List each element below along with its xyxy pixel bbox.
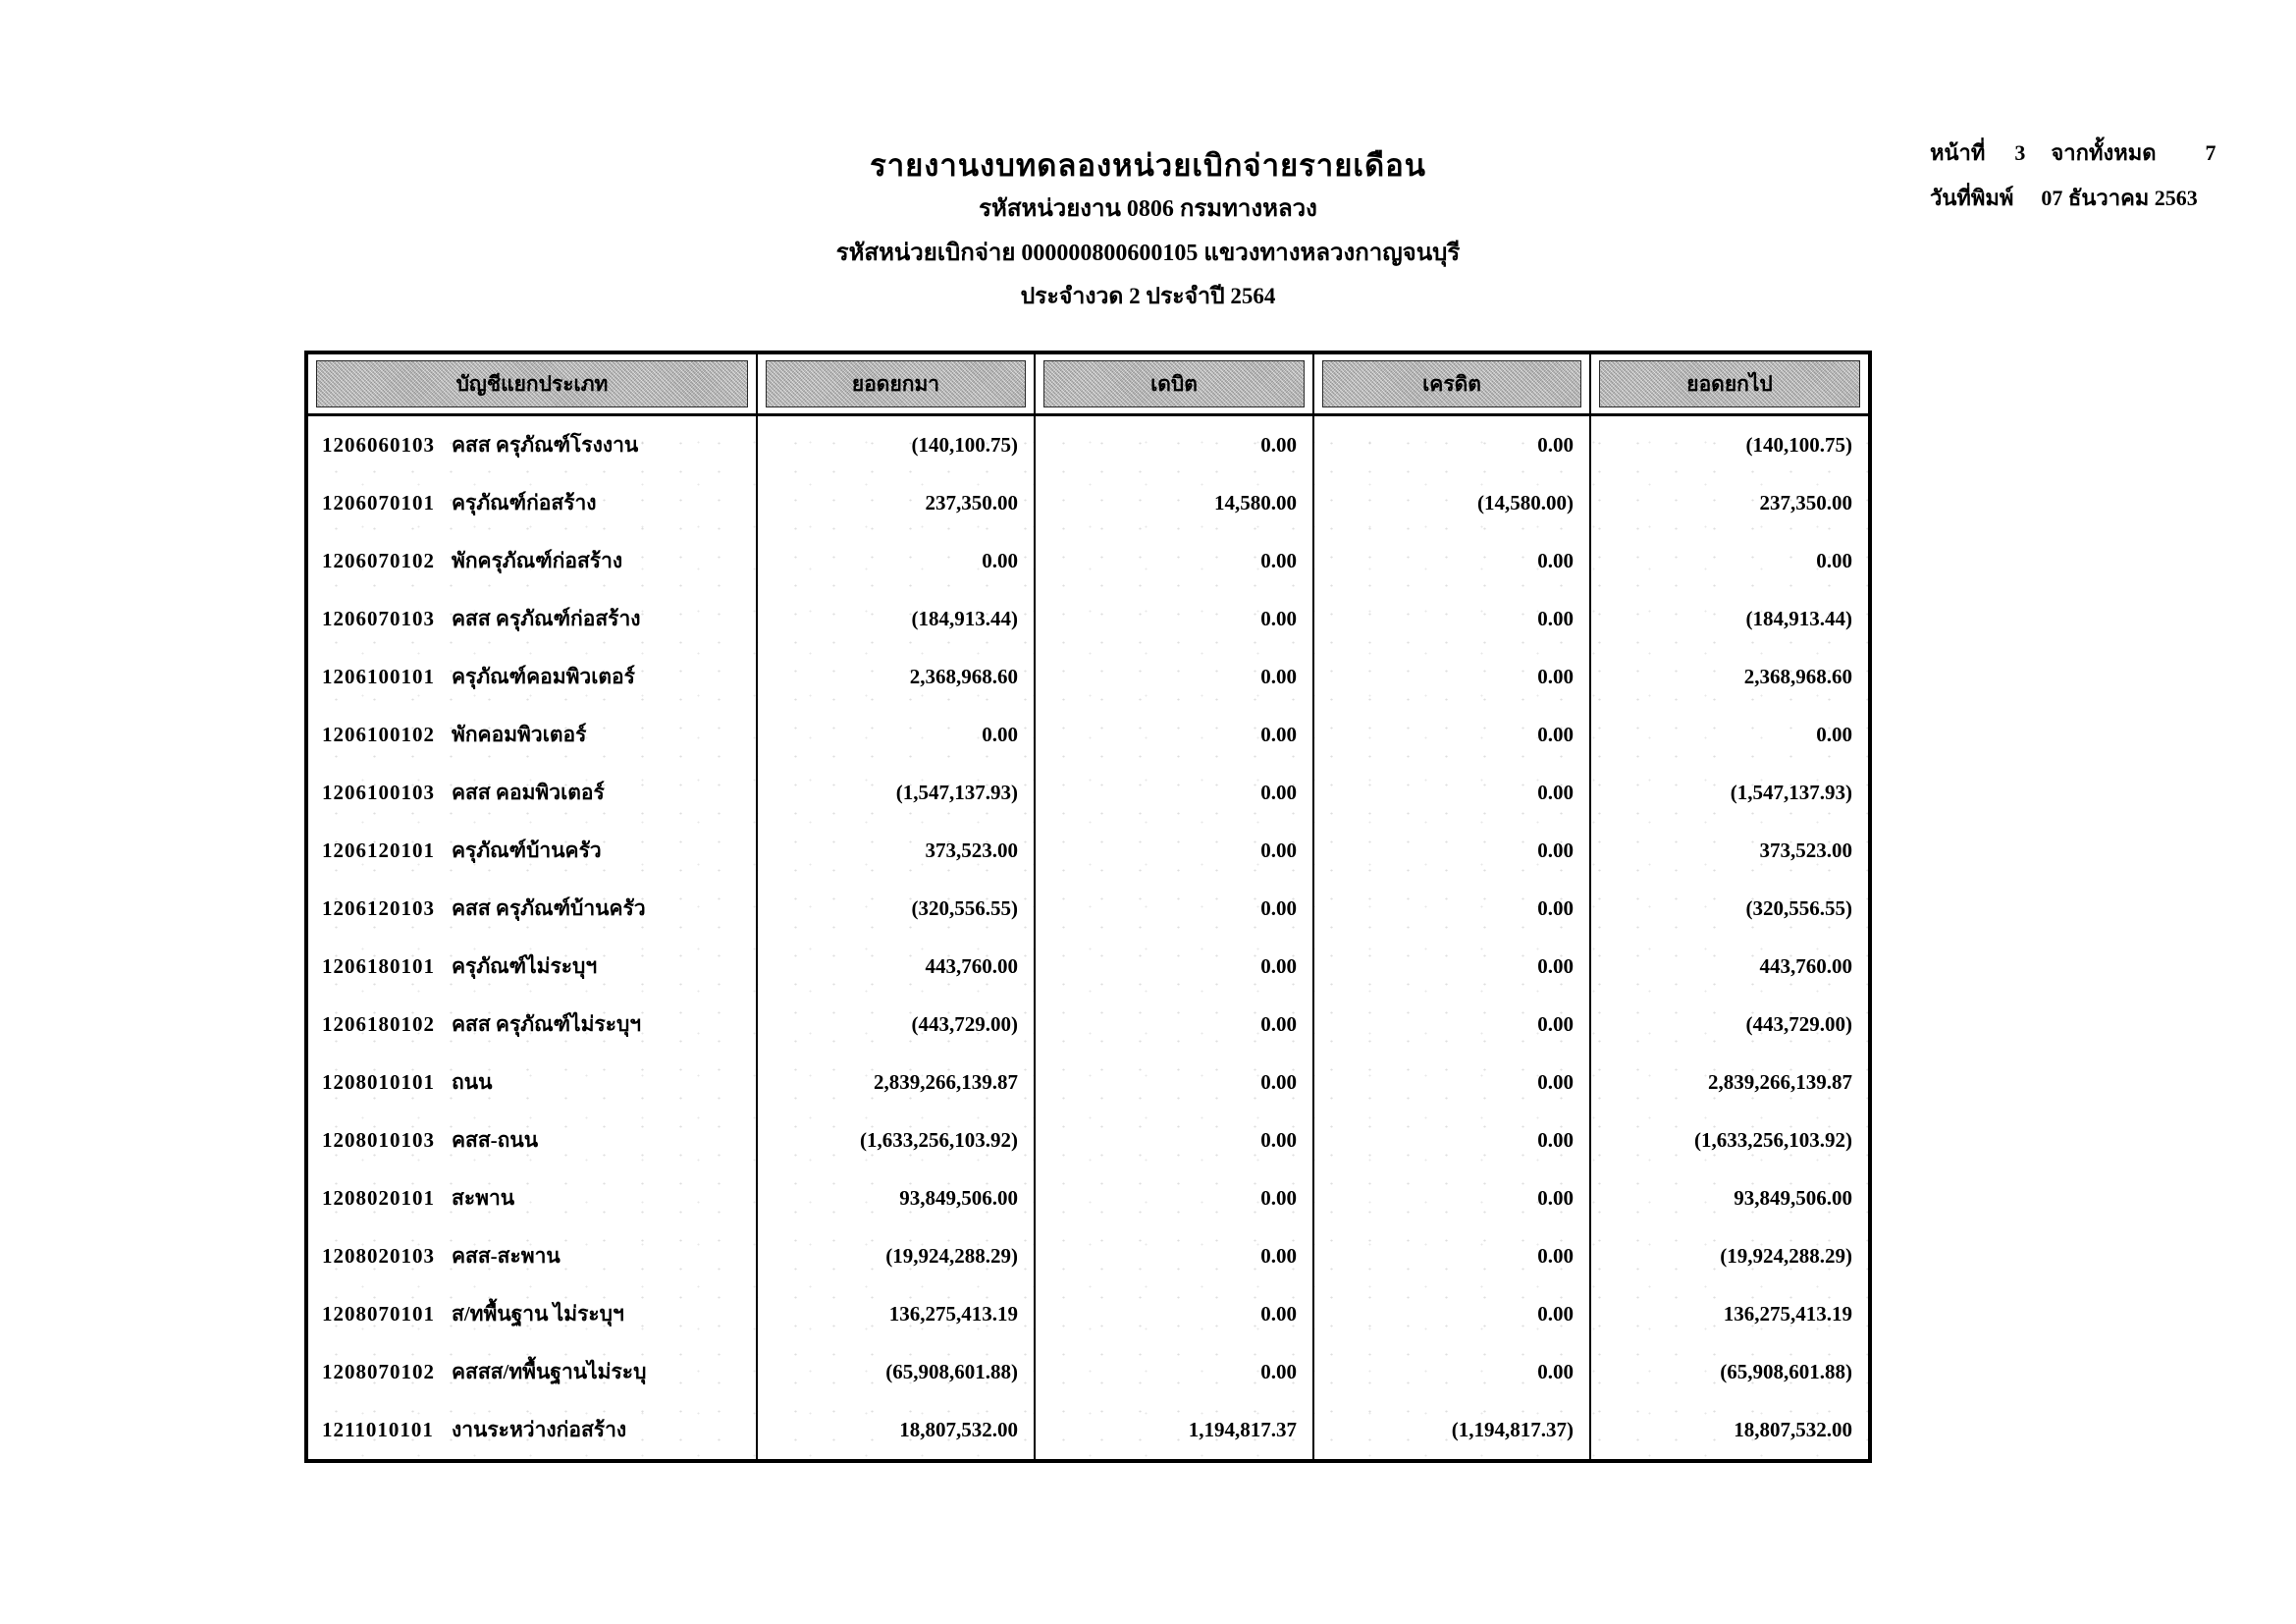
account-cell xyxy=(308,590,758,648)
debit-cell: 0.00 xyxy=(1036,880,1314,938)
account-name: ถนน xyxy=(452,1070,493,1094)
debit-cell: 0.00 xyxy=(1036,706,1314,764)
page-info-block xyxy=(1930,135,2216,226)
credit-cell: 0.00 xyxy=(1314,532,1591,590)
account-cell xyxy=(308,880,758,938)
account-name: คสส-สะพาน xyxy=(452,1244,561,1268)
total-pages-label: จากทั้งหมด xyxy=(2051,140,2157,165)
header-cell-account xyxy=(308,354,758,413)
account-code: 1211010101 xyxy=(322,1418,434,1441)
account-cell xyxy=(308,1401,758,1459)
debit-cell: 0.00 xyxy=(1036,938,1314,996)
account-name: งานระหว่างก่อสร้าง xyxy=(452,1418,627,1441)
table-header-row xyxy=(308,354,1868,416)
account-code: 1206180101 xyxy=(322,954,435,978)
opening-balance-cell: (19,924,288.29) xyxy=(758,1227,1036,1285)
account-code: 1206070102 xyxy=(322,549,435,572)
account-code: 1208020101 xyxy=(322,1186,435,1210)
account-code: 1206070103 xyxy=(322,607,435,630)
account-name: ส/ทพื้นฐาน ไม่ระบุฯ xyxy=(452,1302,624,1326)
closing-balance-cell: (443,729.00) xyxy=(1745,1012,1852,1036)
closing-balance-cell: (1,547,137.93) xyxy=(1730,781,1852,804)
account-code: 1206100102 xyxy=(322,723,435,746)
debit-cell: 0.00 xyxy=(1036,648,1314,706)
account-code: 1206070101 xyxy=(322,491,435,514)
opening-balance-cell: (184,913.44) xyxy=(758,590,1036,648)
credit-cell: 0.00 xyxy=(1314,938,1591,996)
table-body xyxy=(308,416,1868,1459)
account-cell xyxy=(308,1054,758,1111)
opening-balance-cell: 2,368,968.60 xyxy=(758,648,1036,706)
header-cell-closing-balance xyxy=(1591,354,1868,413)
account-name: พักคอมพิวเตอร์ xyxy=(452,723,587,746)
debit-cell: 0.00 xyxy=(1036,532,1314,590)
account-name: พักครุภัณฑ์ก่อสร้าง xyxy=(452,549,623,572)
opening-balance-cell: 93,849,506.00 xyxy=(758,1169,1036,1227)
credit-cell: 0.00 xyxy=(1314,590,1591,648)
header-cell-opening-balance xyxy=(758,354,1036,413)
page-number: 3 xyxy=(2014,140,2026,165)
closing-balance-cell: 237,350.00 xyxy=(1759,491,1852,514)
account-cell xyxy=(308,764,758,822)
credit-cell: (1,194,817.37) xyxy=(1314,1401,1591,1459)
debit-cell: 0.00 xyxy=(1036,996,1314,1054)
account-cell xyxy=(308,938,758,996)
header-label-credit: เครดิต xyxy=(1322,360,1581,407)
account-code: 1208020103 xyxy=(322,1244,435,1268)
opening-balance-cell: 136,275,413.19 xyxy=(758,1285,1036,1343)
credit-cell: 0.00 xyxy=(1314,1111,1591,1169)
page-label: หน้าที่ xyxy=(1930,140,1986,165)
account-cell xyxy=(308,1111,758,1169)
account-code: 1206100101 xyxy=(322,665,435,688)
opening-balance-cell: 0.00 xyxy=(758,532,1036,590)
account-name: ครุภัณฑ์บ้านครัว xyxy=(452,839,602,862)
account-cell xyxy=(308,822,758,880)
closing-balance-cell: 2,368,968.60 xyxy=(1743,665,1852,688)
account-name: คสส ครุภัณฑ์โรงงาน xyxy=(452,433,639,457)
credit-cell: (14,580.00) xyxy=(1314,474,1591,532)
account-code: 1206060103 xyxy=(322,433,435,457)
opening-balance-cell: (443,729.00) xyxy=(758,996,1036,1054)
account-name: คสส คอมพิวเตอร์ xyxy=(452,781,605,804)
print-date-line xyxy=(1930,181,2216,215)
credit-cell: 0.00 xyxy=(1314,416,1591,474)
page-number-line xyxy=(1930,135,2216,170)
debit-cell: 0.00 xyxy=(1036,822,1314,880)
closing-balance-cell: 93,849,506.00 xyxy=(1734,1186,1852,1210)
debit-cell: 0.00 xyxy=(1036,1169,1314,1227)
account-code: 1206180102 xyxy=(322,1012,435,1036)
closing-balance-cell: 136,275,413.19 xyxy=(1723,1302,1852,1326)
credit-cell: 0.00 xyxy=(1314,1054,1591,1111)
closing-balance-cell: (19,924,288.29) xyxy=(1720,1244,1852,1268)
account-name: ครุภัณฑ์คอมพิวเตอร์ xyxy=(452,665,635,688)
opening-balance-cell: (1,633,256,103.92) xyxy=(758,1111,1036,1169)
closing-balance-cell: (1,633,256,103.92) xyxy=(1694,1128,1852,1152)
account-code: 1208010101 xyxy=(322,1070,435,1094)
print-date-label: วันที่พิมพ์ xyxy=(1930,186,2014,210)
opening-balance-cell: 373,523.00 xyxy=(758,822,1036,880)
closing-balance-cell: 0.00 xyxy=(1816,549,1852,572)
header-cell-debit xyxy=(1036,354,1314,413)
account-code: 1206120103 xyxy=(322,896,435,920)
closing-balance-cell: 2,839,266,139.87 xyxy=(1708,1070,1852,1094)
print-date: 07 ธันวาคม 2563 xyxy=(2041,186,2198,210)
account-cell xyxy=(308,996,758,1054)
credit-cell: 0.00 xyxy=(1314,996,1591,1054)
agency-line: รหัสหน่วยงาน 0806 กรมทางหลวง xyxy=(979,196,1317,222)
closing-balance-cell: 373,523.00 xyxy=(1759,839,1852,862)
account-code: 1208070101 xyxy=(322,1302,435,1326)
opening-balance-cell: (140,100.75) xyxy=(758,416,1036,474)
opening-balance-cell: 18,807,532.00 xyxy=(758,1401,1036,1459)
debit-cell: 0.00 xyxy=(1036,764,1314,822)
opening-balance-cell: 2,839,266,139.87 xyxy=(758,1054,1036,1111)
opening-balance-cell: 443,760.00 xyxy=(758,938,1036,996)
closing-balance-cell: (320,556.55) xyxy=(1745,896,1852,920)
opening-balance-cell: (320,556.55) xyxy=(758,880,1036,938)
unit-line: รหัสหน่วยเบิกจ่าย 000000800600105 แขวงทางหลวงกาญจนบุรี xyxy=(835,241,1461,266)
account-cell xyxy=(308,1285,758,1343)
header-label-opening-balance: ยอดยกมา xyxy=(766,360,1026,407)
account-cell xyxy=(308,474,758,532)
account-cell xyxy=(308,706,758,764)
debit-cell: 0.00 xyxy=(1036,1343,1314,1401)
credit-cell: 0.00 xyxy=(1314,1227,1591,1285)
account-cell xyxy=(308,648,758,706)
account-cell xyxy=(308,416,758,474)
credit-cell: 0.00 xyxy=(1314,764,1591,822)
account-name: สะพาน xyxy=(452,1186,515,1210)
total-pages: 7 xyxy=(2205,140,2216,165)
closing-balance-cell: (65,908,601.88) xyxy=(1720,1360,1852,1383)
account-name: ครุภัณฑ์ก่อสร้าง xyxy=(452,491,597,514)
closing-balance-cell: (140,100.75) xyxy=(1745,433,1852,457)
debit-cell: 0.00 xyxy=(1036,1285,1314,1343)
debit-cell: 0.00 xyxy=(1036,1054,1314,1111)
opening-balance-cell: (1,547,137.93) xyxy=(758,764,1036,822)
account-code: 1208010103 xyxy=(322,1128,435,1152)
closing-balance-cell: 443,760.00 xyxy=(1759,954,1852,978)
account-name: คสส ครุภัณฑ์ไม่ระบุฯ xyxy=(452,1012,642,1036)
account-code: 1208070102 xyxy=(322,1360,435,1383)
account-name: ครุภัณฑ์ไม่ระบุฯ xyxy=(452,954,598,978)
credit-cell: 0.00 xyxy=(1314,1169,1591,1227)
account-name: คสส ครุภัณฑ์บ้านครัว xyxy=(452,896,646,920)
account-cell xyxy=(308,532,758,590)
report-title: รายงานงบทดลองหน่วยเบิกจ่ายรายเดือน xyxy=(870,148,1426,183)
debit-cell: 1,194,817.37 xyxy=(1036,1401,1314,1459)
account-name: คสสส/ทพื้นฐานไม่ระบุ xyxy=(452,1360,647,1383)
account-code: 1206120101 xyxy=(322,839,435,862)
closing-balance-cell: (184,913.44) xyxy=(1745,607,1852,630)
debit-cell: 0.00 xyxy=(1036,1227,1314,1285)
debit-cell: 0.00 xyxy=(1036,590,1314,648)
credit-cell: 0.00 xyxy=(1314,648,1591,706)
account-cell xyxy=(308,1343,758,1401)
credit-cell: 0.00 xyxy=(1314,1343,1591,1401)
opening-balance-cell: (65,908,601.88) xyxy=(758,1343,1036,1401)
period-line: ประจำงวด 2 ประจำปี 2564 xyxy=(1020,284,1276,308)
header-label-account: บัญชีแยกประเภท xyxy=(316,360,748,407)
debit-cell: 0.00 xyxy=(1036,1111,1314,1169)
closing-balance-cell: 0.00 xyxy=(1816,723,1852,746)
trial-balance-table xyxy=(304,351,1872,1463)
credit-cell: 0.00 xyxy=(1314,706,1591,764)
opening-balance-cell: 0.00 xyxy=(758,706,1036,764)
header-label-closing-balance: ยอดยกไป xyxy=(1599,360,1860,407)
header-cell-credit xyxy=(1314,354,1591,413)
account-code: 1206100103 xyxy=(322,781,435,804)
opening-balance-cell: 237,350.00 xyxy=(758,474,1036,532)
header-label-debit: เดบิต xyxy=(1043,360,1305,407)
account-name: คสส ครุภัณฑ์ก่อสร้าง xyxy=(452,607,641,630)
credit-cell: 0.00 xyxy=(1314,822,1591,880)
account-cell xyxy=(308,1169,758,1227)
account-cell xyxy=(308,1227,758,1285)
credit-cell: 0.00 xyxy=(1314,1285,1591,1343)
closing-balance-cell: 18,807,532.00 xyxy=(1734,1418,1852,1441)
debit-cell: 14,580.00 xyxy=(1036,474,1314,532)
debit-cell: 0.00 xyxy=(1036,416,1314,474)
credit-cell: 0.00 xyxy=(1314,880,1591,938)
account-name: คสส-ถนน xyxy=(452,1128,539,1152)
